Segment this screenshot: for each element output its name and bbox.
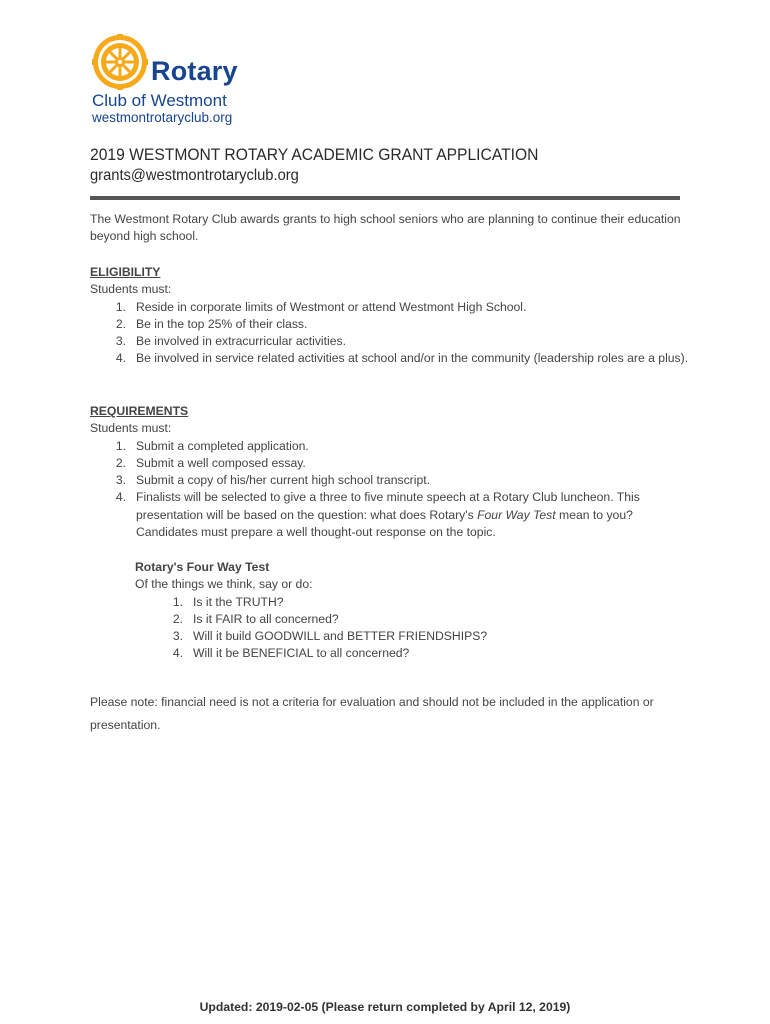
four-way-test-title: Rotary's Four Way Test (135, 560, 270, 574)
updated-footer: Updated: 2019-02-05 (Please return completed by April 12, 2019) (199, 1000, 571, 1014)
list-item: 1. Reside in corporate limits of Westmont or attend Westmont High School. (115, 299, 527, 314)
eligibility-lead: Students must: (90, 282, 172, 297)
rotary-logo (92, 34, 252, 126)
requirements-list (90, 438, 690, 542)
requirements-heading: REQUIREMENTS (90, 404, 189, 418)
list-item: 1. Submit a completed application. (115, 438, 309, 453)
list-item: 3. Submit a copy of his/her current high school transcript. (115, 473, 430, 488)
four-way-test-lead: Of the things we think, say or do: (135, 577, 313, 592)
four-way-test-emphasis: Four Way Test (477, 507, 556, 522)
club-name: Club of Westmont (92, 91, 227, 110)
eligibility-section (90, 264, 690, 368)
list-item: 4. Will it be BENEFICIAL to all concerned? (172, 646, 410, 661)
four-way-test-list (135, 594, 675, 663)
requirements-section (90, 403, 690, 541)
rotary-wheel-icon (92, 34, 148, 90)
list-item: 2. Submit a well composed essay. (115, 455, 306, 470)
eligibility-heading: ELIGIBILITY (90, 265, 161, 279)
four-way-test-section (135, 559, 675, 663)
requirements-lead: Students must: (90, 421, 172, 436)
intro-paragraph: The Westmont Rotary Club awards grants to high school seniors who are planning to continue their education beyond high school. (90, 212, 681, 244)
eligibility-list (90, 299, 690, 368)
list-item: 4. Be involved in service related activities at school and/or in the community (leadership roles are a plus). (115, 351, 689, 366)
list-item: 2. Is it FAIR to all concerned? (172, 611, 339, 626)
contact-email: grants@westmontrotaryclub.org (90, 167, 299, 184)
title-divider (90, 196, 680, 200)
club-url: westmontrotaryclub.org (92, 110, 233, 125)
list-item: 3. Be involved in extracurricular activities. (115, 334, 346, 349)
list-item: 2. Be in the top 25% of their class. (115, 316, 308, 331)
brand-name: Rotary (151, 56, 238, 86)
financial-need-note: Please note: financial need is not a criteria for evaluation and should not be included in the application or presentation. (90, 695, 654, 732)
list-item: 4. Finalists will be selected to give a three to five minute speech at a Rotary Club luncheon. This presentation will be based on the question: what does Rotary's Four Way Test mean to you? Candidates must prepare a well thought-out response on the topic. (115, 490, 640, 540)
list-item: 1. Is it the TRUTH? (172, 594, 284, 609)
document-title: 2019 WESTMONT ROTARY ACADEMIC GRANT APPLICATION (90, 145, 539, 164)
list-item: 3. Will it build GOODWILL and BETTER FRIENDSHIPS? (172, 629, 488, 644)
